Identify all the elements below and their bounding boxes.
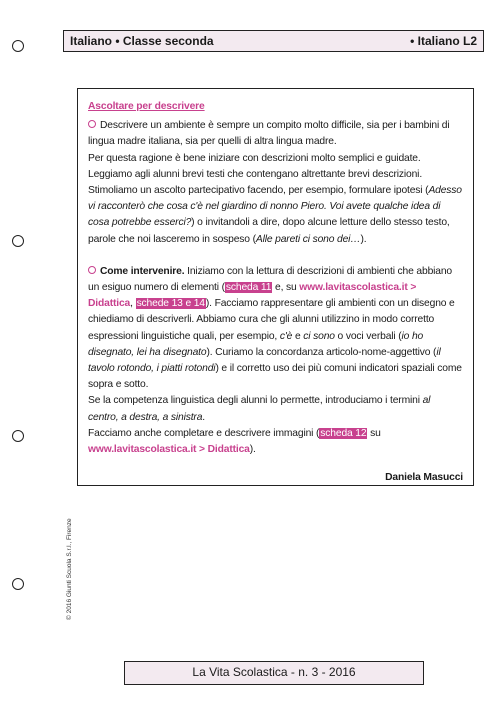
example-term: il tavolo rotondo, i piatti rotondi (88, 346, 441, 375)
example-term: io ho disegnato, lei ha disegnato (88, 330, 424, 358)
text: su (367, 427, 381, 439)
intro-lead: Descrivere un ambiente è sempre un compito molto difficile, sia per i bambini di lingua madre italiana, sia per quelli di altra lingua madre. (88, 120, 450, 148)
page-header (63, 30, 484, 52)
worksheet-ref[interactable]: schede 13 e 14 (136, 298, 205, 310)
content-box (77, 88, 474, 486)
binder-hole (12, 40, 24, 52)
paragraph-method (88, 151, 463, 248)
example-term: al centro, a destra, a sinistra (88, 395, 431, 423)
example-quote: Alle pareti ci sono dei… (255, 233, 361, 245)
text: e (292, 330, 304, 342)
example-term: ci sono (303, 330, 335, 342)
header-topic: • Italiano L2 (410, 34, 477, 48)
text: ) e il corretto uso dei più comuni indicatori spaziali come sopra e sotto. (88, 363, 462, 391)
example-quote: Adesso vi racconterò che cosa c'è nel giardino di nonno Piero. Voi avete qualche idea di cosa potrebbe esserci? (88, 185, 462, 229)
text: ). Curiamo la concordanza articolo-nome-aggettivo ( (206, 346, 437, 358)
text: o voci verbali ( (334, 330, 402, 342)
text: Iniziamo con la lettura di descrizioni di ambienti che abbiano un esiguo numero di elementi ( (88, 265, 453, 294)
binder-hole (12, 235, 24, 247)
binder-hole (12, 430, 24, 442)
text: ). (249, 444, 256, 456)
binder-hole (12, 578, 24, 590)
copyright-notice: © 2016 Giunti Scuola S.r.l., Firenze (66, 518, 73, 620)
text: ) o invitandoli a dire, dopo alcune letture dello stesso testo, parole che noi lasceremo in sospeso ( (88, 217, 450, 245)
header-subject: Italiano • Classe seconda (70, 34, 214, 48)
text: Per questa ragione è bene iniziare con descrizioni molto semplici e guidate. Leggiamo agli alunni brevi testi che contengano altrettante brevi descrizioni. Stimoliamo un ascolto partecipativo facendo, per esempio, formulare ipotesi ( (88, 152, 429, 197)
page-footer: La Vita Scolastica - n. 3 - 2016 (124, 661, 424, 685)
text: Se la competenza linguistica degli alunni lo permette, introduciamo i termini (88, 395, 423, 407)
bullet-icon (88, 120, 96, 128)
text: e, su (272, 282, 300, 294)
website-link[interactable]: www.lavitascolastica.it > Didattica (88, 282, 417, 310)
paragraph-intro (88, 118, 463, 150)
text: ). (360, 233, 367, 245)
author-signature: Daniela Masucci (385, 472, 463, 484)
example-term: c'è (279, 330, 293, 342)
text: Facciamo anche completare e descrivere immagini ( (88, 427, 320, 439)
worksheet-ref[interactable]: scheda 11 (225, 282, 272, 294)
bullet-icon (88, 266, 96, 274)
text: ). Facciamo rappresentare gli ambienti con un disegno e chiediamo di descriverli. Abbiamo cura che gli alunni utilizzino in modo corretto espressioni linguistiche quali, per esempio, (88, 298, 455, 342)
section-title: Ascoltare per descrivere (88, 101, 205, 112)
intervention-heading: Come intervenire. (100, 265, 185, 277)
paragraph-images (88, 426, 463, 458)
worksheet-ref[interactable]: scheda 12 (320, 427, 367, 439)
paragraph-competence (88, 393, 463, 425)
text: . (202, 411, 205, 423)
text: , (130, 298, 136, 310)
paragraph-intervention (88, 264, 463, 394)
website-link[interactable]: www.lavitascolastica.it > Didattica (88, 444, 250, 456)
